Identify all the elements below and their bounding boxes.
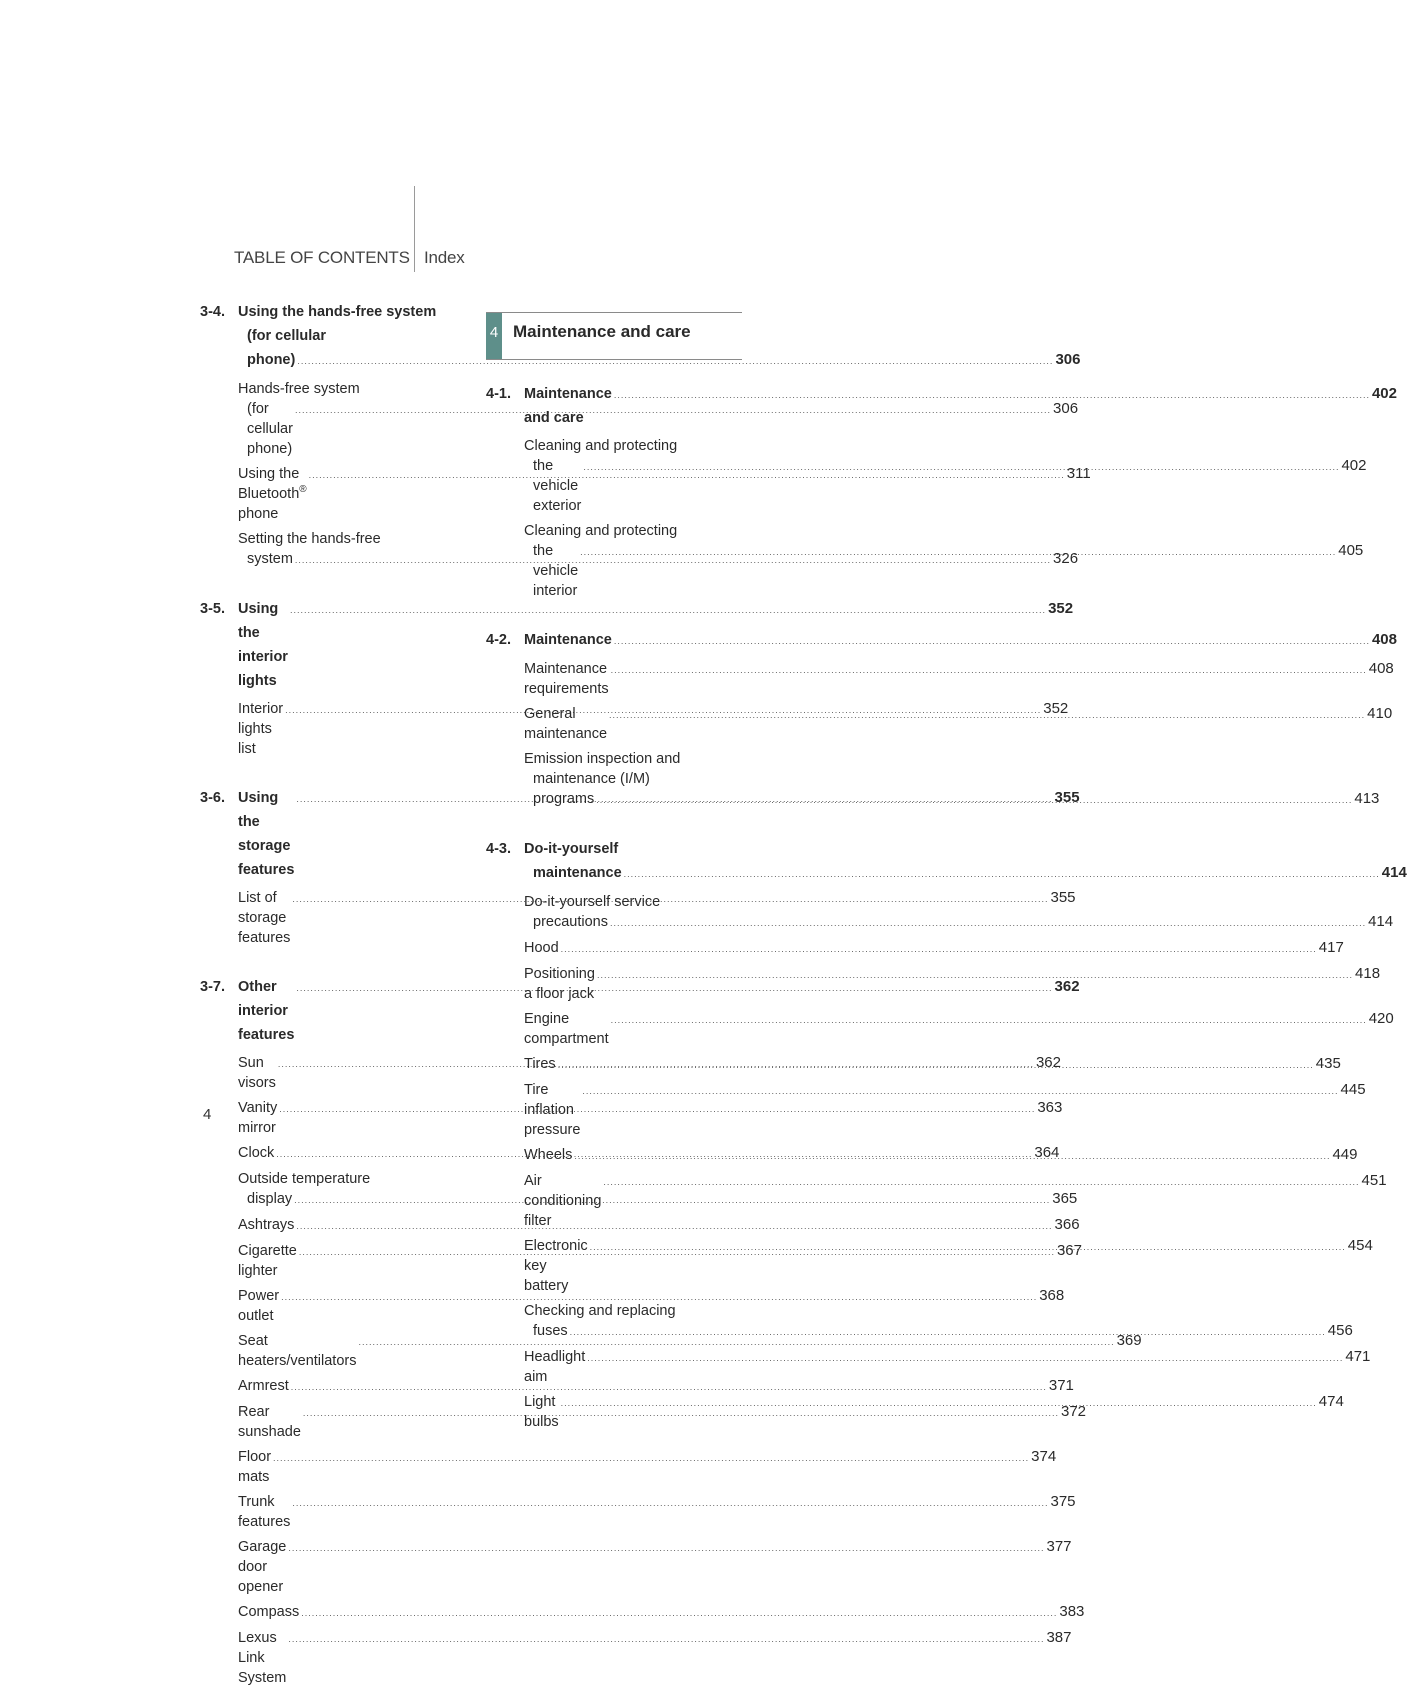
section-page: 362	[1054, 978, 1080, 995]
section-title: Other interior features	[238, 979, 295, 1043]
page-number: 4	[203, 1106, 212, 1123]
section-page: 402	[1371, 385, 1397, 402]
toc-item[interactable]: Tires ..... 435	[486, 1054, 742, 1075]
toc-item[interactable]: Cleaning and protecting the vehicle exterior ..... 402	[486, 436, 742, 516]
toc-item[interactable]: Ashtrays ..... 366	[200, 1215, 458, 1236]
index-link[interactable]: Index	[424, 248, 465, 267]
chapter-header[interactable]	[486, 312, 742, 360]
section-number: 3-5.	[200, 601, 225, 617]
toc-item[interactable]: Engine compartment ..... 420	[486, 1009, 742, 1049]
toc-item[interactable]: Emission inspection and maintenance (I/M) programs ..... 413	[486, 749, 742, 810]
toc-item[interactable]: Seat heaters/ventilators ..... 369	[200, 1331, 458, 1371]
table-of-contents-link[interactable]: TABLE OF CONTENTS	[234, 248, 410, 267]
toc-item[interactable]: Setting the hands-free system ..... 326	[200, 529, 458, 570]
section-number: 4-2.	[486, 632, 511, 648]
section-number: 3-4.	[200, 304, 225, 320]
section-title: Maintenance and care	[524, 386, 612, 426]
toc-item[interactable]: Cleaning and protecting the vehicle interior ..... 405	[486, 521, 742, 601]
toc-item[interactable]: Cigarette lighter ..... 367	[200, 1241, 458, 1281]
chapter-number-tab: 4	[486, 313, 502, 359]
toc-item[interactable]: Air conditioning filter ..... 451	[486, 1171, 742, 1231]
toc-item[interactable]: General maintenance ..... 410	[486, 704, 742, 744]
section-number: 3-7.	[200, 979, 225, 995]
section-number: 4-3.	[486, 841, 511, 857]
section-page: 355	[1054, 789, 1080, 806]
page-header	[0, 186, 960, 272]
section-title: Using the hands-free system	[238, 304, 437, 320]
toc-item[interactable]: Sun visors ..... 362	[200, 1053, 458, 1093]
section-page: 306	[1055, 351, 1081, 368]
section-page: 408	[1371, 631, 1397, 648]
section-4-1[interactable]	[486, 382, 1397, 430]
toc-item[interactable]: Compass ..... 383	[200, 1602, 458, 1623]
toc-item[interactable]: Checking and replacing fuses ..... 456	[486, 1301, 742, 1342]
toc-item[interactable]: Positioning a floor jack ..... 418	[486, 964, 742, 1004]
toc-item[interactable]: Lexus Link System ..... 387	[200, 1628, 458, 1688]
toc-item[interactable]: Garage door opener ..... 377	[200, 1537, 458, 1597]
section-title-cont: maintenance	[533, 865, 622, 881]
toc-item[interactable]: List of storage features ..... 355	[200, 888, 458, 948]
toc-item[interactable]: Vanity mirror ..... 363	[200, 1098, 458, 1138]
toc-item[interactable]: Interior lights list ..... 352	[200, 699, 458, 759]
toc-item[interactable]: Light bulbs ..... 474	[486, 1392, 742, 1432]
toc-item[interactable]: Power outlet ..... 368	[200, 1286, 458, 1326]
section-4-3[interactable]	[486, 837, 1407, 886]
toc-item[interactable]: Hood ..... 417	[486, 938, 742, 959]
toc-item[interactable]: Wheels ..... 449	[486, 1145, 742, 1166]
toc-item[interactable]: Electronic key battery ..... 454	[486, 1236, 742, 1296]
toc-item[interactable]: Floor mats ..... 374	[200, 1447, 458, 1487]
header-divider	[414, 186, 415, 272]
toc-item[interactable]: Outside temperature display ..... 365	[200, 1169, 458, 1210]
toc-item[interactable]: Trunk features ..... 375	[200, 1492, 458, 1532]
section-title: Using the storage features	[238, 790, 295, 878]
section-title: Do-it-yourself	[524, 841, 619, 857]
section-title-cont: (for cellular phone)	[247, 328, 326, 368]
registered-mark: ®	[299, 484, 307, 496]
toc-item[interactable]: Tire inflation pressure ..... 445	[486, 1080, 742, 1140]
section-title: Using the interior lights	[238, 601, 288, 689]
toc-item[interactable]: Armrest ..... 371	[200, 1376, 458, 1397]
section-title: Maintenance	[524, 632, 612, 648]
section-number: 4-1.	[486, 386, 511, 402]
toc-item[interactable]: Maintenance requirements ..... 408	[486, 659, 742, 699]
section-number: 3-6.	[200, 790, 225, 806]
toc-item[interactable]: Headlight aim ..... 471	[486, 1347, 742, 1387]
toc-item[interactable]: Do-it-yourself service precautions ..... 414	[486, 892, 742, 933]
chapter-title: Maintenance and care	[513, 322, 691, 341]
toc-item[interactable]: Clock ..... 364	[200, 1143, 458, 1164]
section-page: 414	[1381, 864, 1407, 881]
toc-item[interactable]: Hands-free system (for cellular phone) ..... 306	[200, 379, 458, 459]
toc-item[interactable]: Using the Bluetooth® phone ..... 311	[200, 464, 458, 524]
toc-item[interactable]: Rear sunshade ..... 372	[200, 1402, 458, 1442]
section-4-2[interactable]	[486, 628, 1397, 653]
section-page: 352	[1048, 600, 1074, 617]
